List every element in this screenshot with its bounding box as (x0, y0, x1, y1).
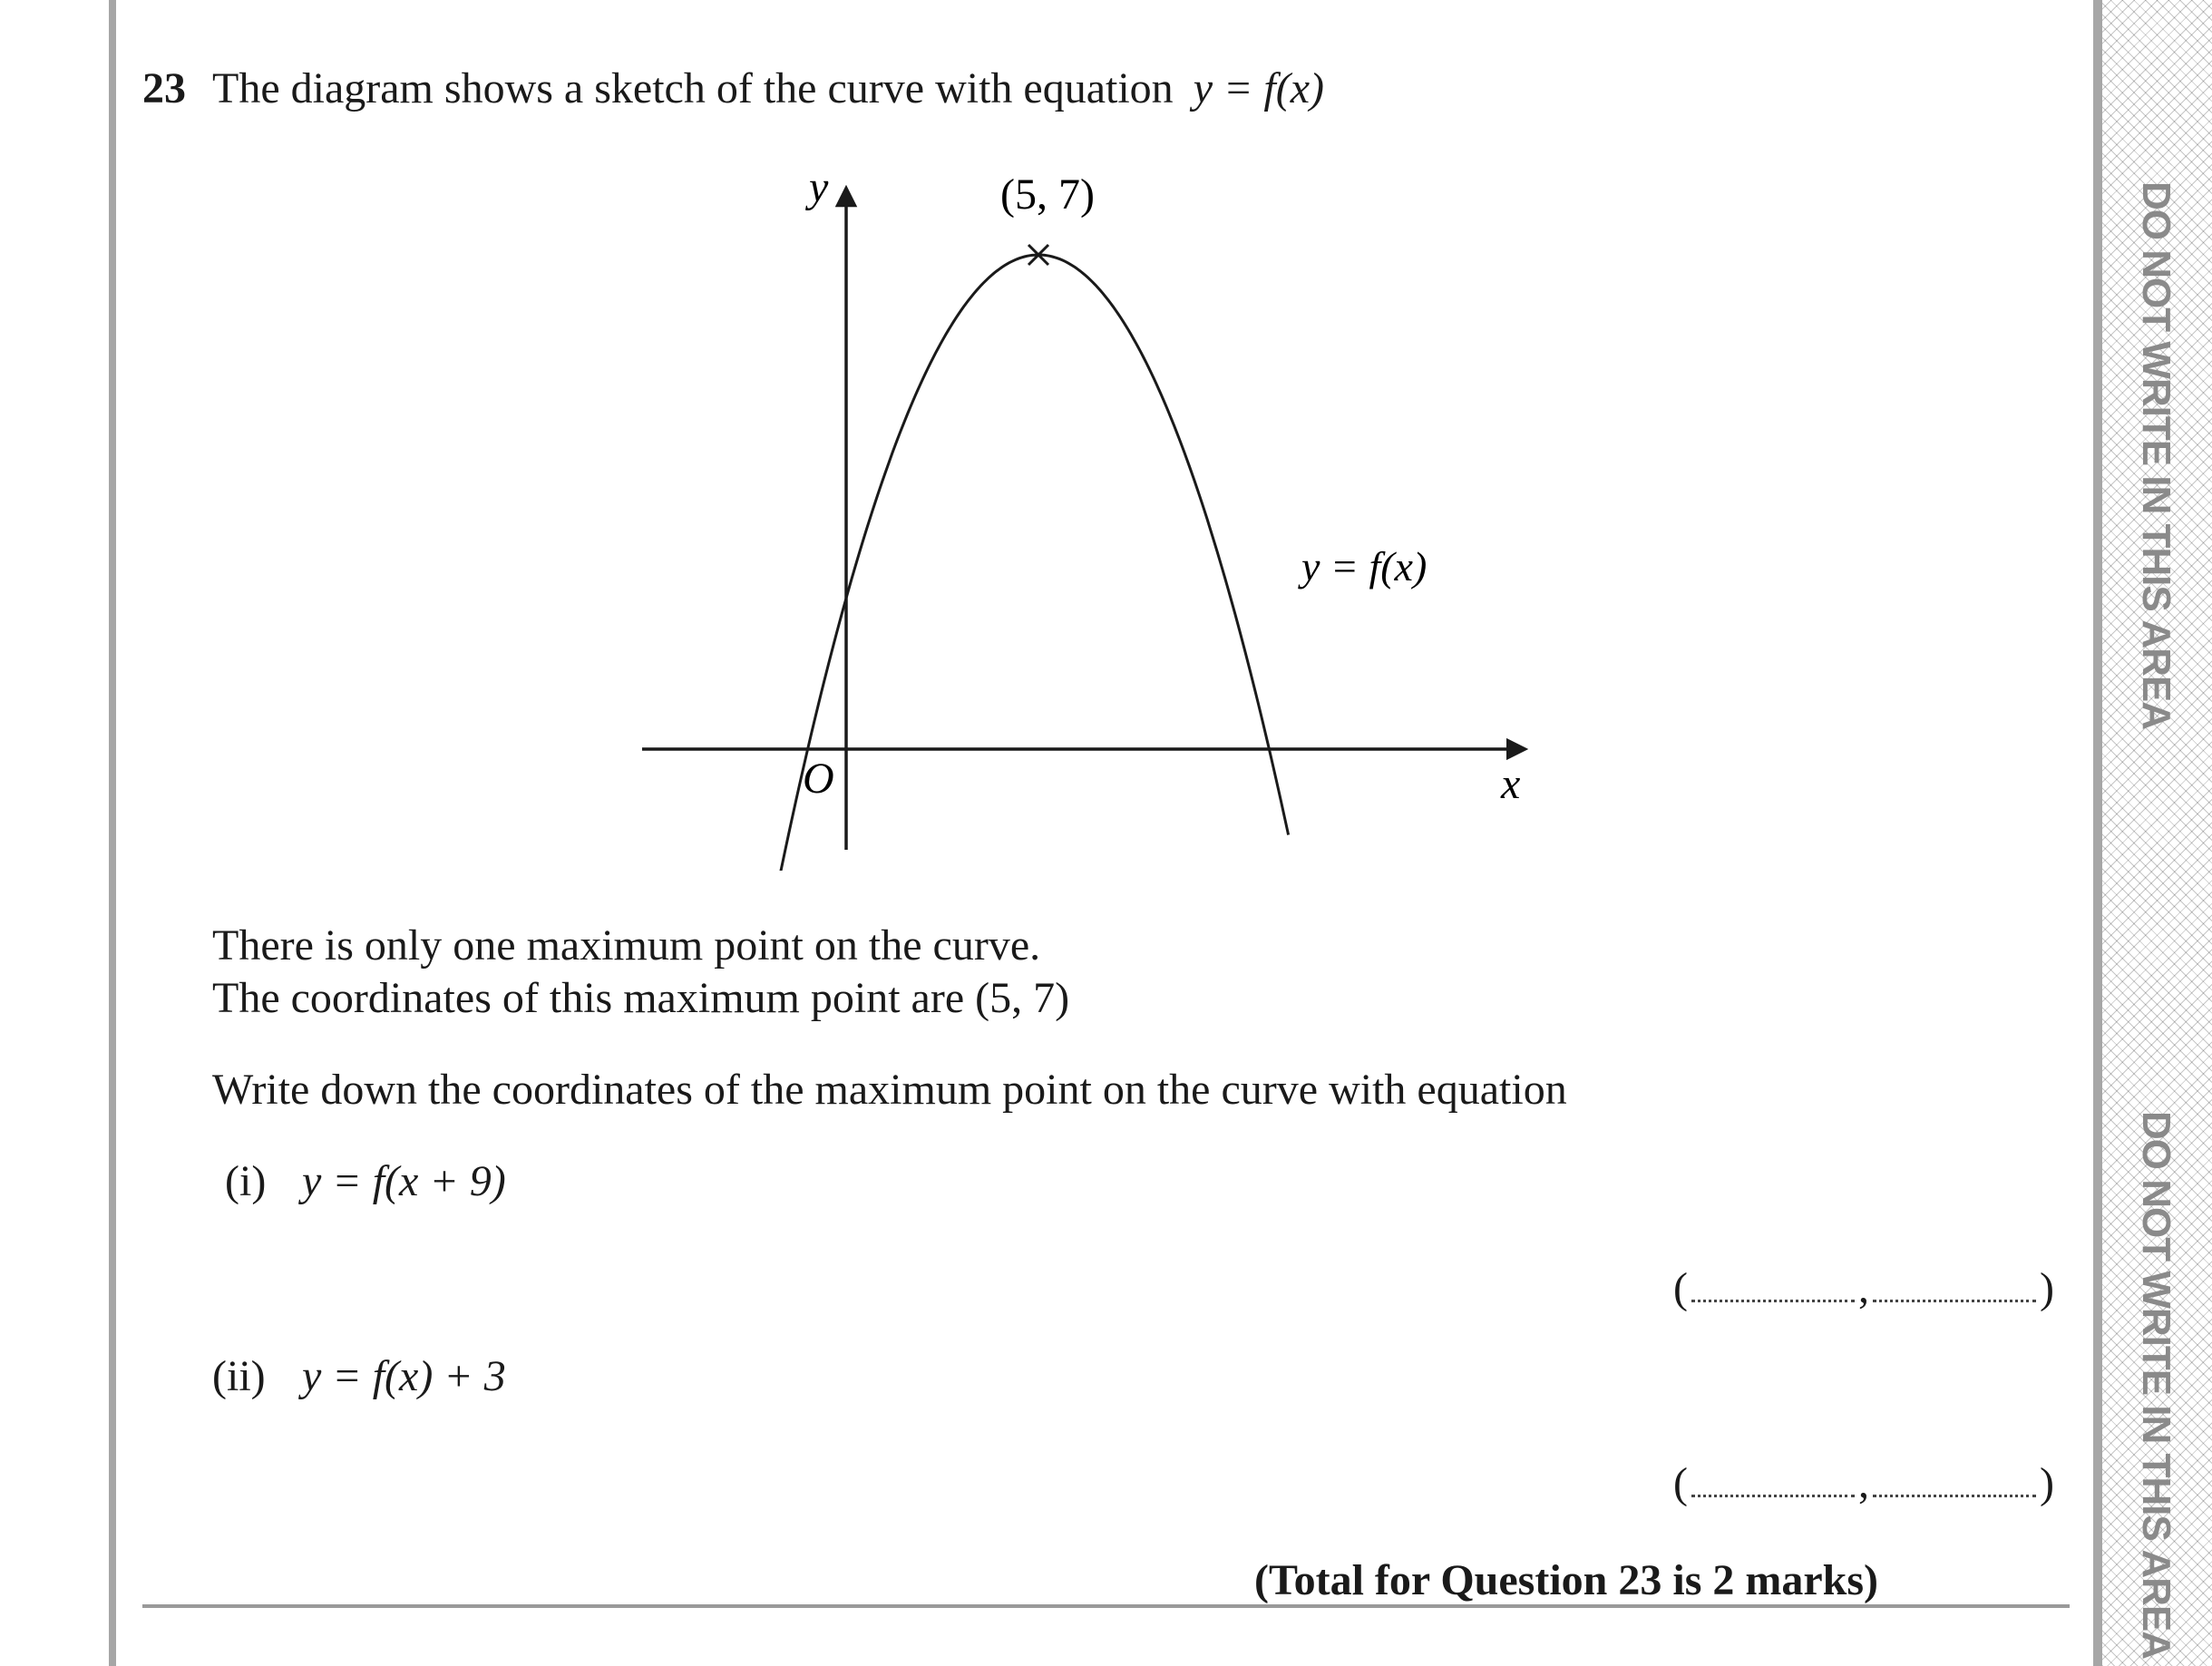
total-marks: (Total for Question 23 is 2 marks) (1254, 1556, 1879, 1604)
body-line-1: There is only one maximum point on the curve. (212, 921, 1041, 969)
answer-ii-y-blank[interactable] (1873, 1494, 2036, 1497)
page-border (109, 0, 116, 1666)
y-axis-label: y (809, 163, 829, 211)
margin-warning-bottom: DO NOT WRITE IN THIS AREA (2134, 1111, 2178, 1660)
answer-i-open: ( (1673, 1264, 1688, 1312)
x-axis-label: x (1501, 760, 1521, 808)
part-ii-equation: y = f(x) + 3 (302, 1352, 506, 1400)
curve-diagram (635, 163, 1542, 871)
part-i-label: (i) (225, 1157, 267, 1205)
answer-i-y-blank[interactable] (1873, 1299, 2036, 1302)
answer-i[interactable] (1673, 1263, 2054, 1313)
body-line-2: The coordinates of this maximum point are (5, 7) (212, 974, 1070, 1022)
stem-equation: y = f(x) (1193, 64, 1324, 112)
answer-i-sep: , (1857, 1264, 1869, 1312)
max-point-label: (5, 7) (1000, 170, 1095, 219)
instruction: Write down the coordinates of the maximum point on the curve with equation (212, 1066, 1567, 1114)
curve-label: y = f(x) (1301, 543, 1428, 589)
question-number: 23 (142, 64, 186, 112)
margin-warning-top: DO NOT WRITE IN THIS AREA (2134, 181, 2178, 730)
question-stem (212, 63, 1324, 113)
part-ii-label: (ii) (212, 1352, 266, 1400)
answer-i-close: ) (2039, 1264, 2054, 1312)
answer-ii-open: ( (1673, 1459, 1688, 1507)
answer-ii-x-blank[interactable] (1691, 1494, 1855, 1497)
stem-text: The diagram shows a sketch of the curve with equation (212, 64, 1174, 112)
answer-ii[interactable] (1673, 1458, 2054, 1508)
answer-ii-sep: , (1857, 1459, 1869, 1507)
answer-ii-close: ) (2039, 1459, 2054, 1507)
answer-i-x-blank[interactable] (1691, 1299, 1855, 1302)
origin-label: O (803, 755, 834, 803)
part-i-equation: y = f(x + 9) (302, 1157, 506, 1205)
question-divider (142, 1604, 2070, 1608)
parabola-curve (781, 255, 1289, 871)
